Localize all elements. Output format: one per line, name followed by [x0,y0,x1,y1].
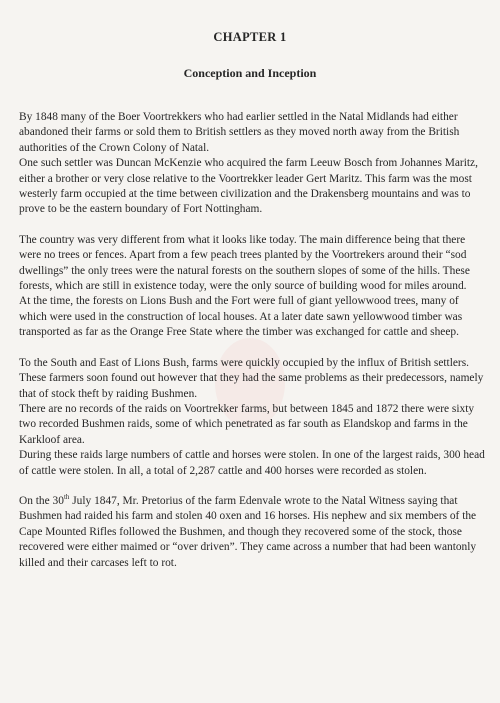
date-text: On the 30 [19,494,64,507]
paragraph-line: During these raids large numbers of cattle and horses were stolen. In one of the largest raids, 300 head of cattle were stolen. In all, a total of 2,287 cattle and 400 horses were recorded as stolen. [19,449,485,477]
paragraph-line: There are no records of the raids on Voortrekker farms, but between 1845 and 1872 there were sixty two recorded Bushmen raids, some of which penetrated as far south as Elandskop and farms in the Karkloof area. [19,402,475,446]
paragraph [19,110,489,218]
paragraph-line [19,494,489,571]
paragraph-line: At the time, the forests on Lions Bush and the Fort were full of giant yellowwood trees, many of which were used in the construction of local houses. At a later date sawn yellowwood timber was transported as far as the Orange Free State where the timber was exchanged for cattle and sheep. [19,295,463,339]
chapter-title: Conception and Inception [183,66,317,80]
ordinal-suffix: th [63,493,70,502]
paragraph-line: The country was very different from what it looks like today. The main difference being that there were no trees or fences. Apart from a few peach trees planted by the Voortrekers around their “sod dwellings” the only trees were the natural forests on the southern slopes of some of the hills. These forests, which are still in existence today, were the only source of building wood for miles around. [19,233,470,293]
paragraph-line: To the South and East of Lions Bush, farms were quickly occupied by the influx of British settlers. These farmers soon found out however that they had the same problems as their predecessors, namely that of stock theft by raiding Bushmen. [19,356,484,400]
paragraph [19,233,489,341]
paragraph-text: July 1847, Mr. Pretorius of the farm Edenvale wrote to the Natal Witness saying that Bushmen had raided his farm and stolen 40 oxen and 16 horses. His nephew and six members of the Cape Mounted Rifles followed the Bushmen, and though they recovered some of the stock, those recovered were either maimed or “over driven”. They came across a number that had been wantonly killed and their carcases left to rot. [19,494,477,569]
paragraph-line: One such settler was Duncan McKenzie who acquired the farm Leeuw Bosch from Johannes Maritz, either a brother or very close relative to the Voortrekker leader Gert Maritz. This farm was the most westerly farm occupied at the time between civilization and the Drakensberg mountains and was to prove to be the eastern boundary of Fort Nottingham. [19,157,478,216]
paragraph [19,494,489,571]
paragraph-line: By 1848 many of the Boer Voortrekkers who had earlier settled in the Natal Midlands had either abandoned their farms or sold them to British settlers as they moved north away from the British authorities of the Crown Colony of Natal. [19,111,460,154]
body-text [19,110,489,586]
paragraph [19,356,489,479]
chapter-number: CHAPTER 1 [213,30,287,44]
